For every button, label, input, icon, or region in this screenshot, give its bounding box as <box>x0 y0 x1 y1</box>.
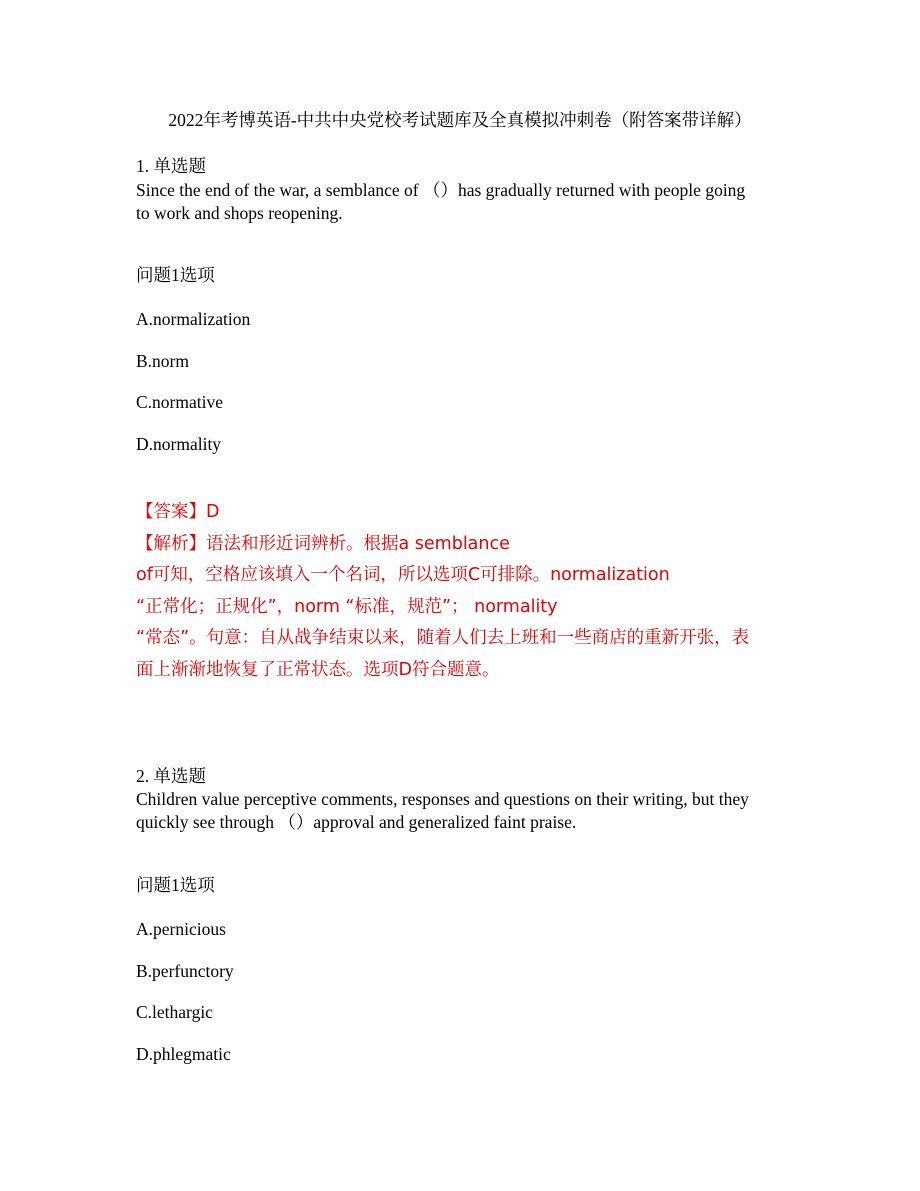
question-2-number: 2. 单选题 <box>136 766 206 786</box>
question-2-stem-line-1: Children value perceptive comments, responses and questions on their writing, but they <box>136 789 749 809</box>
question-1-answer-block <box>136 497 806 686</box>
question-2-options-header: 问题1选项 <box>136 875 215 895</box>
question-2-option-d: D.phlegmatic <box>136 1044 231 1064</box>
question-1-option-b: B.norm <box>136 351 189 371</box>
question-2-stem-line-2: quickly see through （）approval and generalized faint praise. <box>136 812 577 832</box>
analysis-line-5: 面上渐渐地恢复了正常状态。选项D符合题意。 <box>136 659 500 680</box>
analysis-line-1: 【解析】语法和形近词辨析。根据a semblance <box>136 533 510 554</box>
question-2-option-c: C.lethargic <box>136 1002 213 1022</box>
question-1-options-header: 问题1选项 <box>136 265 215 285</box>
question-1-number: 1. 单选题 <box>136 156 206 176</box>
question-1-option-a: A.normalization <box>136 309 251 329</box>
analysis-line-2: of可知，空格应该填入一个名词，所以选项C可排除。normalization <box>136 565 670 585</box>
analysis-line-4: “常态”。句意：自从战争结束以来，随着人们去上班和一些商店的重新开张，表 <box>136 628 750 648</box>
question-1-option-d: D.normality <box>136 434 222 454</box>
question-1-option-c: C.normative <box>136 392 223 412</box>
question-2-option-b: B.perfunctory <box>136 961 234 981</box>
question-1-stem-line-2: to work and shops reopening. <box>136 203 343 223</box>
question-1-stem-line-1: Since the end of the war, a semblance of （）has gradually returned with people going <box>136 180 746 200</box>
document-title: 2022年考博英语-中共中央党校考试题库及全真模拟冲刺卷（附答案带详解） <box>168 110 752 130</box>
answer-label: 【答案】D <box>136 502 220 522</box>
question-2-option-a: A.pernicious <box>136 919 226 939</box>
analysis-line-3: “正常化；正规化”，norm “标准，规范”； normality <box>136 596 558 617</box>
